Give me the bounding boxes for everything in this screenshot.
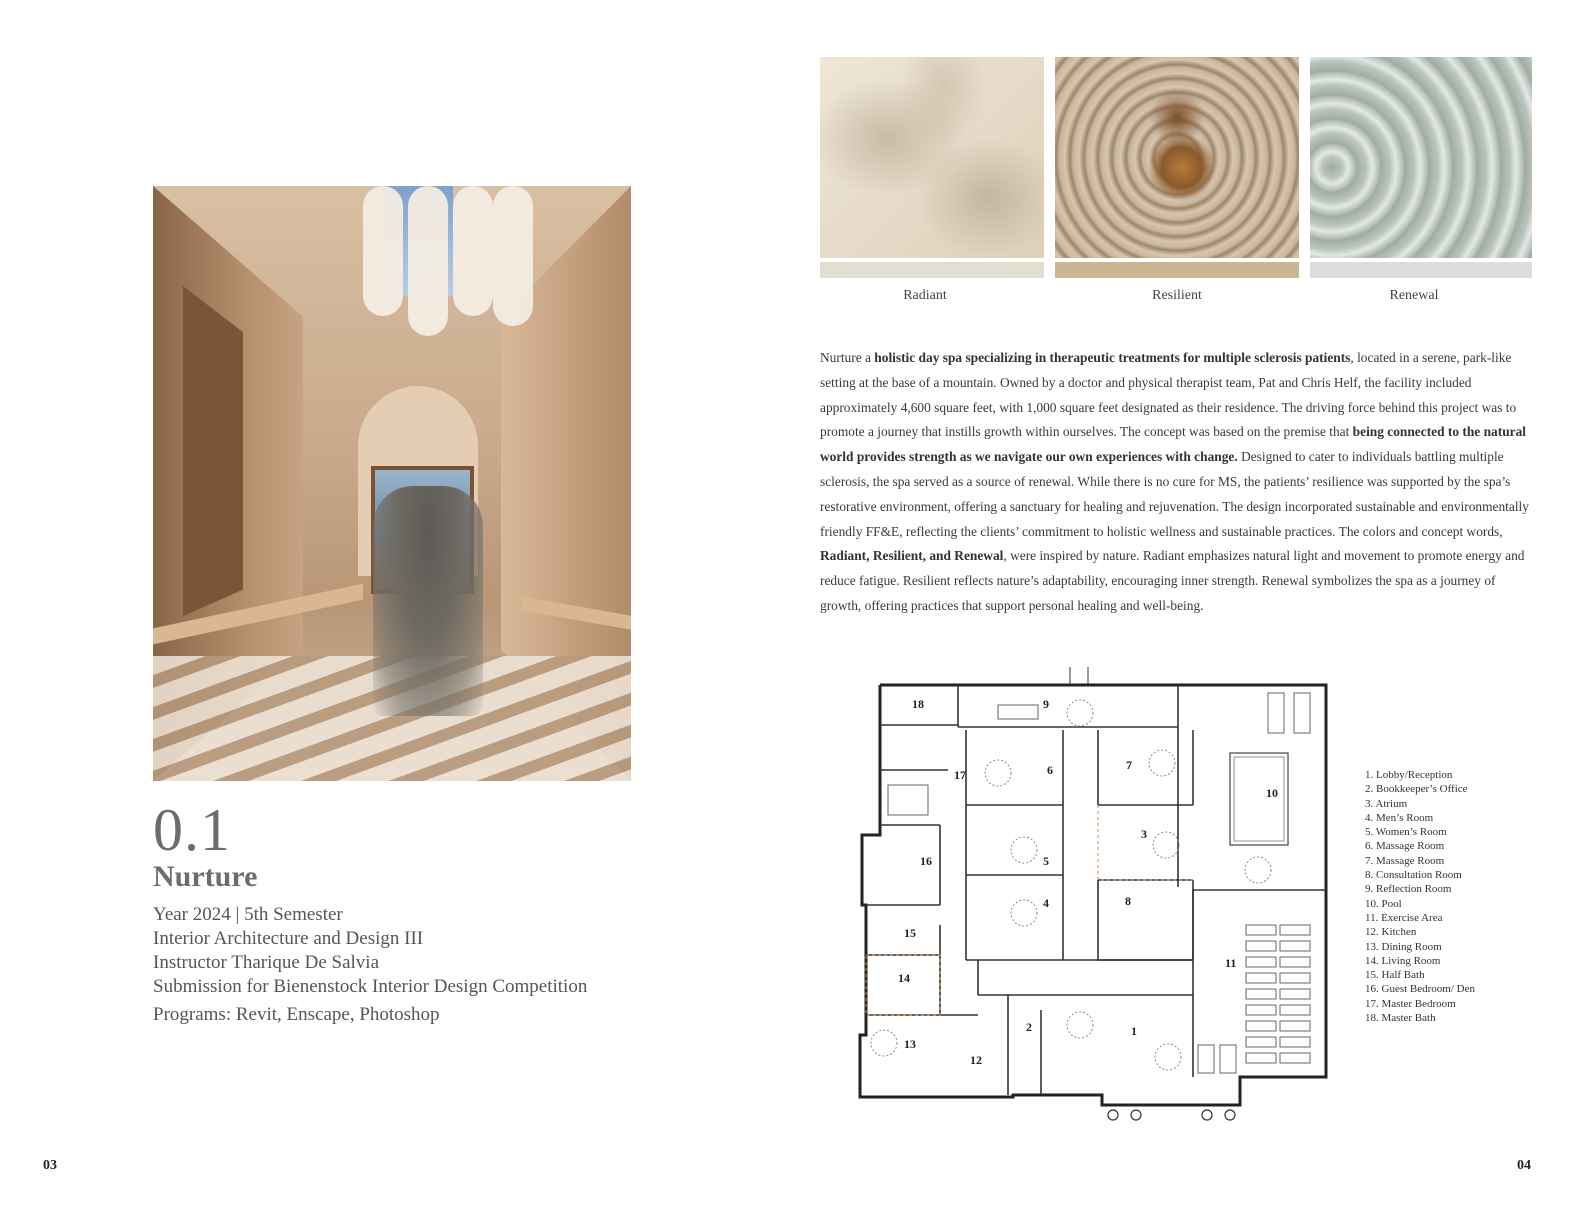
resilient-label: Resilient	[1152, 288, 1202, 303]
meta-line: Interior Architecture and Design III	[153, 928, 424, 949]
legend-item: 11. Exercise Area	[1365, 911, 1443, 924]
desc-text: Nurture a	[820, 350, 875, 365]
floor-plan-legend	[1365, 768, 1475, 1025]
legend-item: 15. Half Bath	[1365, 969, 1425, 982]
room-number: 7	[1126, 758, 1132, 772]
wheelchair-user-figure	[373, 486, 483, 716]
ceiling-ribbon	[453, 186, 493, 316]
legend-item: 4. Men’s Room	[1365, 811, 1434, 824]
radiant-texture-image	[820, 57, 1044, 258]
desc-text: , located in a serene, park-like setting at the base of a mountain. Owned by a doctor and physical therapist team, Pat and Chris Helf, the facility included approximately 4,600 square feet, with 1,000 square feet designated as their residence. The driving force behind this project was to promote a journey that instills growth within ourselves. The concept was based on the premise that	[820, 350, 1517, 440]
wood-door	[183, 286, 243, 616]
room-number: 10	[1266, 786, 1278, 800]
room-number: 2	[1026, 1020, 1032, 1034]
desc-bold: being connected to the natural world provides strength as we navigate our own experiences with change.	[820, 424, 1526, 465]
renewal-color-band	[1310, 262, 1532, 278]
meta-line: Instructor Tharique De Salvia	[153, 952, 379, 973]
legend-item: 1. Lobby/Reception	[1365, 769, 1453, 781]
legend-item: 2. Bookkeeper’s Office	[1365, 783, 1468, 796]
legend-item: 10. Pool	[1365, 897, 1402, 910]
project-meta	[153, 903, 587, 999]
ceiling-ribbon	[408, 186, 448, 336]
project-title: Nurture	[153, 860, 258, 893]
hallway-rendering-image	[153, 186, 631, 781]
room-number: 3	[1141, 827, 1147, 841]
project-description	[820, 346, 1532, 619]
page-number-right: 04	[1517, 1158, 1531, 1173]
room-number: 18	[912, 697, 924, 711]
legend-item: 18. Master Bath	[1365, 1012, 1436, 1025]
room-number: 11	[1225, 956, 1237, 970]
legend-item: 13. Dining Room	[1365, 940, 1442, 953]
desc-bold: holistic day spa specializing in therapeutic treatments for multiple sclerosis patients	[874, 350, 1351, 365]
room-number: 13	[904, 1037, 916, 1051]
project-programs: Programs: Revit, Enscape, Photoshop	[153, 1004, 440, 1025]
desc-text: , were inspired by nature. Radiant emphasizes natural light and movement to promote energy and reduce fatigue. Resilient reflects nature’s adaptability, encouraging inner strength. Renewal symbolizes the spa as a journey of growth, offering practices that support personal healing and well-being.	[820, 548, 1525, 613]
desc-bold: Radiant, Resilient, and Renewal	[820, 548, 1004, 564]
resilient-color-band	[1055, 262, 1299, 278]
room-number: 14	[898, 971, 910, 985]
renewal-texture-image	[1310, 57, 1532, 258]
project-number: 0.1	[153, 797, 231, 863]
legend-item: 9. Reflection Room	[1365, 883, 1452, 896]
room-number: 8	[1125, 894, 1131, 908]
meta-line: Submission for Bienenstock Interior Design Competition	[153, 976, 588, 997]
legend-item: 17. Master Bedroom	[1365, 997, 1456, 1010]
radiant-color-band	[820, 262, 1044, 278]
room-number: 16	[920, 854, 932, 868]
renewal-label: Renewal	[1389, 288, 1439, 303]
legend-item: 6. Massage Room	[1365, 840, 1445, 853]
legend-item: 14. Living Room	[1365, 954, 1441, 967]
ceiling-ribbon	[493, 186, 533, 326]
radiant-label: Radiant	[903, 288, 947, 303]
resilient-texture-image	[1055, 57, 1299, 258]
legend-item: 5. Women’s Room	[1365, 826, 1447, 839]
desc-text: Designed to cater to individuals battling multiple sclerosis, the spa served as a source of renewal. While there is no cure for MS, the patients’ resilience was supported by the spa’s restorative environment, offering a sanctuary for healing and rejuvenation. The design incorporated sustainable and environmentally friendly FF&E, reflecting the clients’ commitment to holistic wellness and sustainable practices. The colors and concept words,	[820, 449, 1529, 539]
floor-plan	[848, 665, 1338, 1127]
ceiling-ribbon	[363, 186, 403, 316]
room-number: 5	[1043, 854, 1049, 868]
legend-item: 3. Atrium	[1365, 797, 1408, 810]
room-number: 6	[1047, 763, 1053, 777]
room-number: 15	[904, 926, 916, 940]
meta-line: Year 2024 | 5th Semester	[153, 904, 343, 925]
legend-item: 16. Guest Bedroom/ Den	[1365, 983, 1475, 996]
room-number: 4	[1043, 896, 1049, 910]
room-number: 12	[970, 1053, 982, 1067]
legend-item: 8. Consultation Room	[1365, 869, 1462, 882]
legend-item: 12. Kitchen	[1365, 926, 1417, 939]
room-number: 17	[954, 768, 966, 782]
legend-item: 7. Massage Room	[1365, 854, 1445, 867]
room-number: 9	[1043, 697, 1049, 711]
page-number-left: 03	[43, 1158, 57, 1173]
room-number: 1	[1131, 1024, 1137, 1038]
